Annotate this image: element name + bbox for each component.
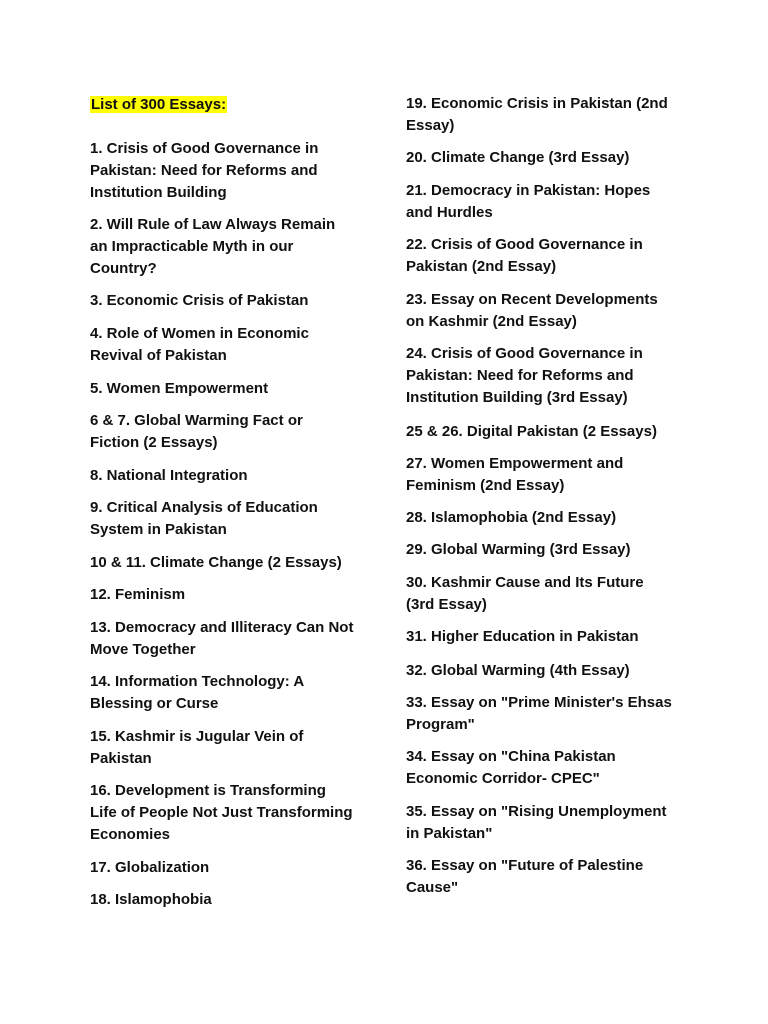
list-item-line: 35. Essay on "Rising Unemployment [406,803,667,820]
list-item-line: (3rd Essay) [406,596,487,613]
list-item-line: 25 & 26. Digital Pakistan (2 Essays) [406,423,657,440]
list-item-line: 17. Globalization [90,859,210,876]
list-item-line: 9. Critical Analysis of Education [90,499,318,516]
list-item-line: 28. Islamophobia (2nd Essay) [406,509,617,526]
list-item-line: 19. Economic Crisis in Pakistan (2nd [406,95,668,112]
list-heading [90,94,227,116]
list-item-line: 10 & 11. Climate Change (2 Essays) [90,554,342,571]
list-item-line: 3. Economic Crisis of Pakistan [90,292,309,309]
list-item-line: 32. Global Warming (4th Essay) [406,662,630,679]
list-item-line: Cause" [406,879,459,896]
list-item-line: Blessing or Curse [90,695,219,712]
list-item-line: 2. Will Rule of Law Always Remain [90,216,336,233]
list-item-line: in Pakistan" [406,825,493,842]
list-item-line: Essay) [406,117,455,134]
list-item-line: Economic Corridor- CPEC" [406,770,600,787]
list-item-line: Pakistan: Need for Reforms and [90,162,318,179]
list-item-line: Program" [406,716,475,733]
list-item-line: 4. Role of Women in Economic [90,325,309,342]
list-item-line: Life of People Not Just Transforming [90,804,353,821]
list-item-line: Economies [90,826,171,843]
list-item-line: Pakistan: Need for Reforms and [406,367,634,384]
list-item-line: 1. Crisis of Good Governance in [90,140,319,157]
list-item-line: 34. Essay on "China Pakistan [406,748,616,765]
list-item-line: Institution Building [90,184,227,201]
list-item-line: Fiction (2 Essays) [90,434,218,451]
list-item-line: 31. Higher Education in Pakistan [406,628,639,645]
list-item-line: on Kashmir (2nd Essay) [406,313,577,330]
list-item-line: 30. Kashmir Cause and Its Future [406,574,644,591]
list-item-line: Move Together [90,641,196,658]
list-item-line: Feminism (2nd Essay) [406,477,565,494]
list-item-line: 18. Islamophobia [90,891,212,908]
list-item-line: 6 & 7. Global Warming Fact or [90,412,303,429]
list-item-line: 15. Kashmir is Jugular Vein of [90,728,304,745]
list-item-line: 24. Crisis of Good Governance in [406,345,643,362]
list-item-line: 21. Democracy in Pakistan: Hopes [406,182,651,199]
list-item-line: 29. Global Warming (3rd Essay) [406,541,631,558]
list-item-line: 8. National Integration [90,467,248,484]
list-item-line: 27. Women Empowerment and [406,455,624,472]
list-item-line: Institution Building (3rd Essay) [406,389,628,406]
list-item-line: 12. Feminism [90,586,186,603]
list-item-line: an Impracticable Myth in our [90,238,294,255]
list-item-line: System in Pakistan [90,521,227,538]
list-item-line: 23. Essay on Recent Developments [406,291,658,308]
list-item-line: Country? [90,260,157,277]
list-heading-text: List of 300 Essays: [91,96,227,113]
list-item-line: 16. Development is Transforming [90,782,326,799]
list-item-line: 36. Essay on "Future of Palestine [406,857,644,874]
list-item-line: 5. Women Empowerment [90,380,269,397]
list-item-line: Pakistan [90,750,152,767]
list-item-line: and Hurdles [406,204,493,221]
list-item-line: 33. Essay on "Prime Minister's Ehsas [406,694,672,711]
list-item-line: Revival of Pakistan [90,347,227,364]
list-item-line: 13. Democracy and Illiteracy Can Not [90,619,354,636]
list-item-line: Pakistan (2nd Essay) [406,258,557,275]
list-item-line: 14. Information Technology: A [90,673,305,690]
list-item-line: 20. Climate Change (3rd Essay) [406,149,630,166]
list-item-line: 22. Crisis of Good Governance in [406,236,643,253]
